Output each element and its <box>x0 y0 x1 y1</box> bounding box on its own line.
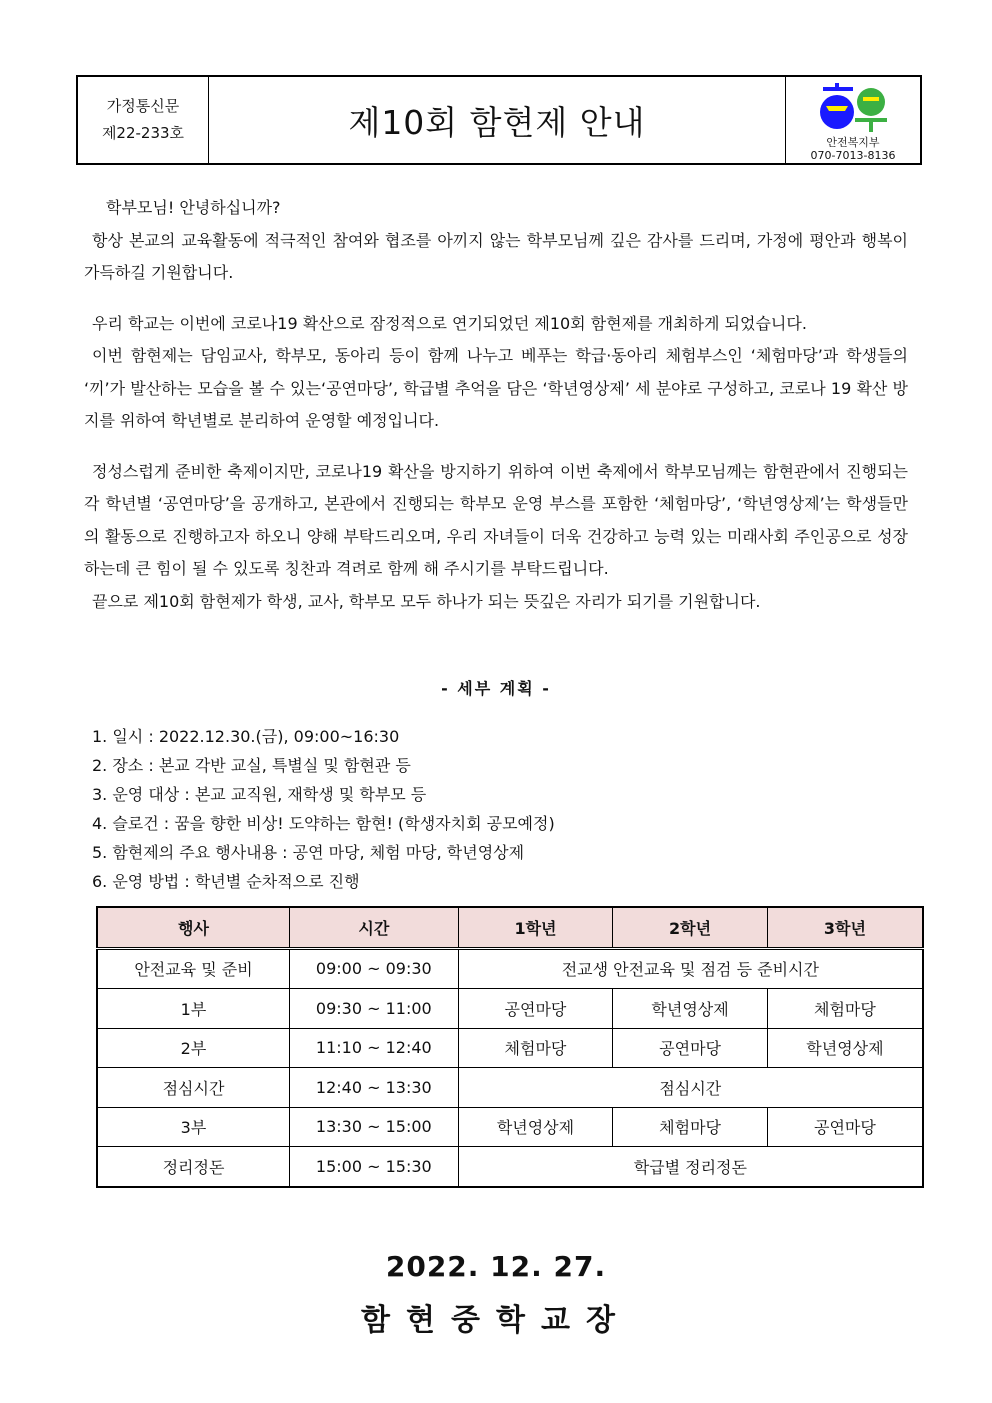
table-header-row <box>97 907 923 948</box>
greeting: 학부모님! 안녕하십니까? <box>106 198 281 217</box>
schedule-table <box>96 906 924 1188</box>
col-header-grade3: 3학년 <box>767 907 923 948</box>
department-name: 안전복지부 <box>826 136 880 149</box>
plan-item: 6. 운영 방법 : 학년별 순차적으로 진행 <box>92 872 360 891</box>
col-header-event: 행사 <box>97 907 290 948</box>
issue-date: 2022. 12. 27. <box>385 1250 607 1283</box>
event-cell: 3부 <box>97 1107 290 1147</box>
time-cell: 09:00 ~ 09:30 <box>290 948 459 989</box>
time-cell: 15:00 ~ 15:30 <box>290 1147 459 1187</box>
merged-cell: 학급별 정리정돈 <box>458 1147 923 1187</box>
grade1-cell: 체험마당 <box>458 1028 613 1068</box>
letter-header <box>76 75 922 165</box>
newsletter-label-box <box>78 77 209 163</box>
grade3-cell: 학년영상제 <box>767 1028 923 1068</box>
principal-signature: 함현중학교장 <box>361 1303 631 1338</box>
newsletter-label: 가정통신문 <box>106 97 180 115</box>
plan-item: 4. 슬로건 : 꿈을 향한 비상! 도약하는 함현! (학생자치회 공모예정) <box>92 814 555 833</box>
letter-body <box>84 192 908 618</box>
grade1-cell: 학년영상제 <box>458 1107 613 1147</box>
plan-list <box>92 722 555 896</box>
table-row <box>97 948 923 989</box>
paragraph-4: 정성스럽게 준비한 축제이지만, 코로나19 확산을 방지하기 위하여 이번 축제에서 학부모님께는 함현관에서 진행되는 각 학년별 ‘공연마당’을 공개하고, 본관에서 진행되는 학부모 운영 부스를 포함한 ‘체험마당’, ‘학년영상제’는 학생들만의 활동으로 진행하고자 하오니 양해 부탁드리오며, 우리 자녀들이 더욱 건강하고 능력 있는 미래사회 주인공으로 성장하는데 큰 힘이 될 수 있도록 칭찬과 격려로 함께 해 주시기를 부탁드립니다. <box>84 461 908 578</box>
merged-cell: 전교생 안전교육 및 점검 등 준비시간 <box>458 948 923 989</box>
school-logo-icon <box>817 82 889 134</box>
time-cell: 09:30 ~ 11:00 <box>290 989 459 1029</box>
event-cell: 정리정돈 <box>97 1147 290 1187</box>
paragraph-5: 끝으로 제10회 함현제가 학생, 교사, 학부모 모두 하나가 되는 뜻깊은 자리가 되기를 기원합니다. <box>92 591 761 611</box>
paragraph-2: 우리 학교는 이번에 코로나19 확산으로 잠정적으로 연기되었던 제10회 함현제를 개최하게 되었습니다. <box>92 313 807 333</box>
table-row <box>97 1107 923 1147</box>
paragraph-3: 이번 함현제는 담임교사, 학부모, 동아리 등이 함께 나누고 베푸는 학급·동아리 체험부스인 ‘체험마당’과 학생들의 ‘끼’가 발산하는 모습을 볼 수 있는‘공연마당’, 학급별 추억을 담은 ‘학년영상제’ 세 분야로 구성하고, 코로나 19 확산 방지를 위하여 학년별로 분리하여 운영할 예정입니다. <box>84 346 908 430</box>
grade1-cell: 공연마당 <box>458 989 613 1029</box>
merged-cell: 점심시간 <box>458 1068 923 1108</box>
plan-item: 1. 일시 : 2022.12.30.(금), 09:00~16:30 <box>92 727 400 746</box>
grade2-cell: 학년영상제 <box>613 989 768 1029</box>
table-row <box>97 1028 923 1068</box>
time-cell: 13:30 ~ 15:00 <box>290 1107 459 1147</box>
col-header-grade2: 2학년 <box>613 907 768 948</box>
plan-title: - 세부 계획 - <box>441 679 551 698</box>
event-cell: 점심시간 <box>97 1068 290 1108</box>
plan-item: 2. 장소 : 본교 각반 교실, 특별실 및 함현관 등 <box>92 756 411 775</box>
time-cell: 12:40 ~ 13:30 <box>290 1068 459 1108</box>
page-title: 제10회 함현제 안내 <box>348 102 646 142</box>
plan-item: 3. 운영 대상 : 본교 교직원, 재학생 및 학부모 등 <box>92 785 427 804</box>
col-header-time: 시간 <box>290 907 459 948</box>
school-logo-box <box>785 77 920 163</box>
plan-item: 5. 함현제의 주요 행사내용 : 공연 마당, 체험 마당, 학년영상제 <box>92 843 525 862</box>
table-row <box>97 989 923 1029</box>
col-header-grade1: 1학년 <box>458 907 613 948</box>
event-cell: 2부 <box>97 1028 290 1068</box>
grade3-cell: 공연마당 <box>767 1107 923 1147</box>
paragraph-1: 항상 본교의 교육활동에 적극적인 참여와 협조를 아끼지 않는 학부모님께 깊은 감사를 드리며, 가정에 평안과 행복이 가득하길 기원합니다. <box>84 230 908 282</box>
issue-number: 제22-233호 <box>101 124 185 142</box>
table-row <box>97 1147 923 1187</box>
event-cell: 안전교육 및 준비 <box>97 948 290 989</box>
grade2-cell: 체험마당 <box>613 1107 768 1147</box>
grade3-cell: 체험마당 <box>767 989 923 1029</box>
event-cell: 1부 <box>97 989 290 1029</box>
grade2-cell: 공연마당 <box>613 1028 768 1068</box>
department-phone: 070-7013-8136 <box>810 149 896 162</box>
table-row <box>97 1068 923 1108</box>
time-cell: 11:10 ~ 12:40 <box>290 1028 459 1068</box>
